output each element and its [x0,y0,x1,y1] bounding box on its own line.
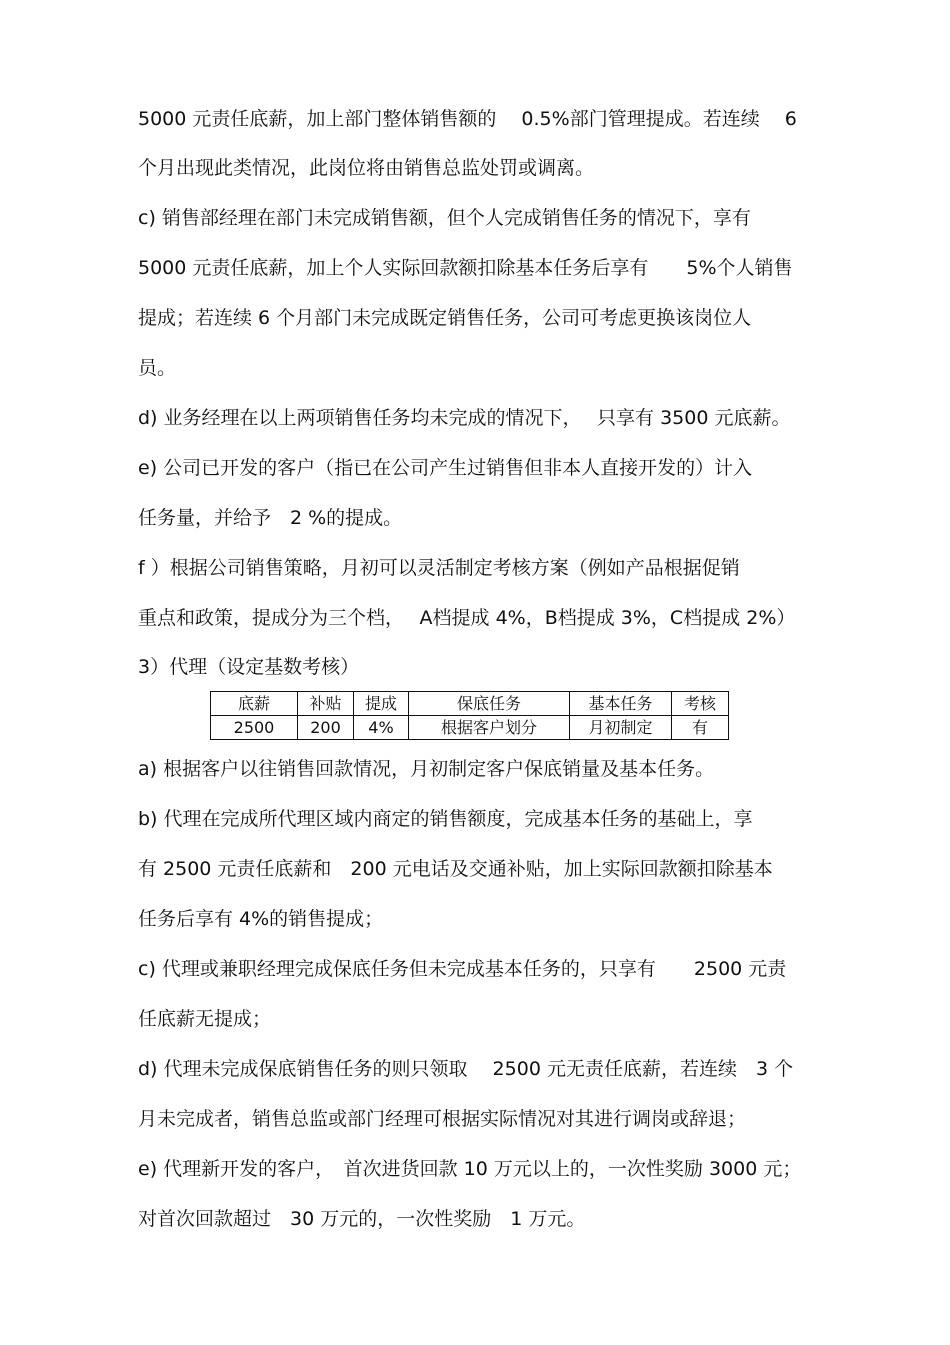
section-heading: 3）代理（设定基数考核） [138,656,360,678]
table-header-cell: 底薪 [211,692,298,716]
paragraph-line: d) 代理未完成保底销售任务的则只领取 2500 元无责任底薪，若连续 3 个 [138,1058,794,1080]
paragraph-line: 提成；若连续 6 个月部门未完成既定销售任务，公司可考虑更换该岗位人 [138,307,752,329]
commission-table [210,691,729,740]
paragraph-line: d) 业务经理在以上两项销售任务均未完成的情况下， 只享有 3500 元底薪。 [138,407,791,429]
paragraph-line: 个月出现此类情况，此岗位将由销售总监处罚或调离。 [138,157,595,179]
table-header-cell: 基本任务 [570,692,672,716]
paragraph-line: c) 销售部经理在部门未完成销售额，但个人完成销售任务的情况下，享有 [138,207,751,229]
table-header-cell: 提成 [354,692,409,716]
table-cell: 月初制定 [570,716,672,740]
paragraph-line: b) 代理在完成所代理区域内商定的销售额度，完成基本任务的基础上，享 [138,808,753,830]
paragraph-line: 对首次回款超过 30 万元的，一次性奖励 1 万元。 [138,1208,586,1230]
table-header-cell: 补贴 [298,692,354,716]
paragraph-line: c) 代理或兼职经理完成保底任务但未完成基本任务的，只享有 2500 元责 [138,958,787,980]
paragraph-line: 任务量，并给予 2 %的提成。 [138,507,403,529]
paragraph-line: a) 根据客户以往销售回款情况，月初制定客户保底销量及基本任务。 [138,758,715,780]
table-cell: 4% [354,716,409,740]
paragraph-line: 月未完成者，销售总监或部门经理可根据实际情况对其进行调岗或辞退； [138,1108,747,1130]
paragraph-line: f ）根据公司销售策略，月初可以灵活制定考核方案（例如产品根据促销 [138,557,740,579]
paragraph-line: e) 代理新开发的客户， 首次进货回款 10 万元以上的，一次性奖励 3000 元； [138,1158,802,1180]
table-cell: 2500 [211,716,298,740]
paragraph-line: 有 2500 元责任底薪和 200 元电话及交通补贴，加上实际回款额扣除基本 [138,858,773,880]
paragraph-line: 重点和政策，提成分为三个档， A档提成 4%，B档提成 3%，C档提成 2%） [138,607,796,629]
paragraph-line: 5000 元责任底薪，加上部门整体销售额的 0.5%部门管理提成。若连续 6 [138,108,797,130]
table-header-cell: 保底任务 [409,692,570,716]
paragraph-line: 5000 元责任底薪，加上个人实际回款额扣除基本任务后享有 5%个人销售 [138,257,793,279]
table-header-row [211,692,729,716]
table-cell: 有 [672,716,729,740]
table-cell: 根据客户划分 [409,716,570,740]
table-row [211,716,729,740]
table-cell: 200 [298,716,354,740]
paragraph-line: 任务后享有 4%的销售提成； [138,908,384,930]
paragraph-line: 员。 [138,357,177,379]
paragraph-line: 任底薪无提成； [138,1008,272,1030]
table-header-cell: 考核 [672,692,729,716]
paragraph-line: e) 公司已开发的客户（指已在公司产生过销售但非本人直接开发的）计入 [138,457,753,479]
